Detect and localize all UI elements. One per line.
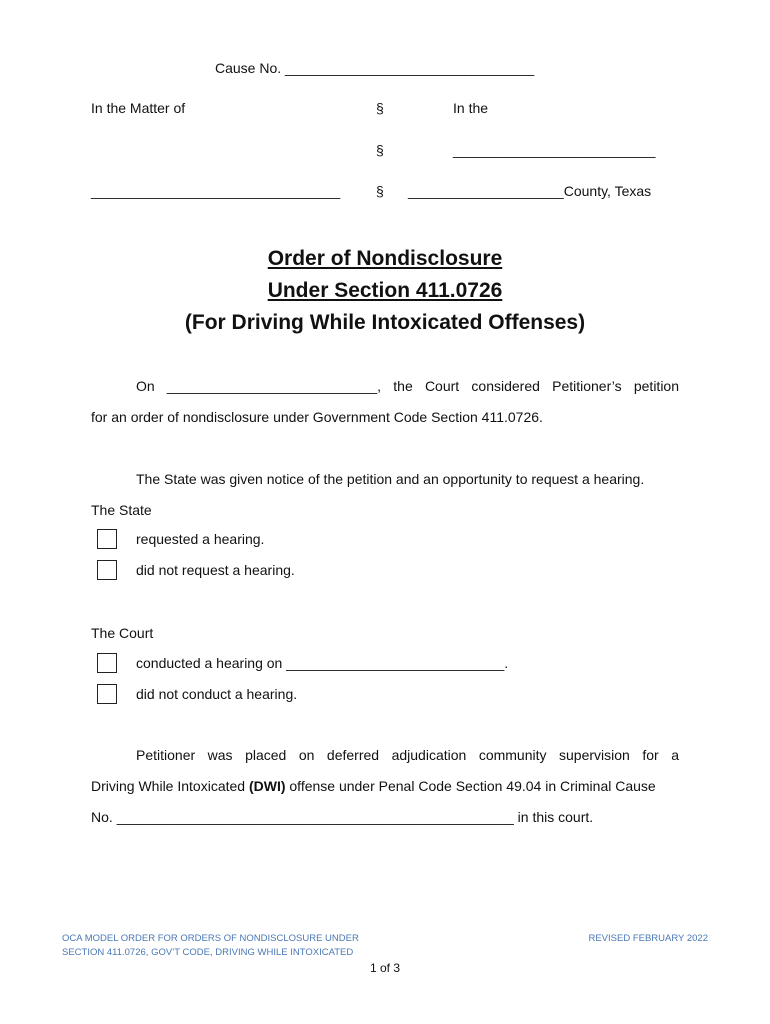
title-line-3: (For Driving While Intoxicated Offenses) [184,311,586,334]
paragraph-2-line-2: The State [91,502,152,518]
footer-left [62,932,359,960]
page-number: 1 of 3 [369,961,401,975]
p3-line1: Petitioner was placed on deferred adjudication community supervision for a [136,747,679,763]
date-blank: ___________________________ [166,378,378,394]
section-symbol-2: § [376,142,384,158]
court-not-conducted-label: did not conduct a hearing. [136,686,298,702]
petitioner-name-blank: ________________________________ [91,183,341,199]
court-conducted-checkbox[interactable] [97,653,117,673]
state-not-requested-checkbox[interactable] [97,560,117,580]
paragraph-3-line-3 [91,802,679,833]
p1-rest: , the Court considered Petitioner’s petition [377,378,679,394]
county-line [408,182,651,200]
p3-line3-post: in this court. [513,809,594,825]
footer-left-line-2: SECTION 411.0726, GOV’T CODE, DRIVING WHILE INTOXICATED [62,947,354,958]
court-option-not-conducted [97,682,297,706]
section-symbol-3: § [376,183,384,199]
footer-right: REVISED FEBRUARY 2022 [588,933,708,944]
title-line-1: Order of Nondisclosure [267,247,503,270]
in-the-label: In the [453,100,489,116]
footer-left-line-1: OCA MODEL ORDER FOR ORDERS OF NONDISCLOSURE UNDER [62,933,359,944]
cause-blank: ___________________________________________________ [116,809,514,825]
p3-line2-post: offense under Penal Code Section 49.04 in Criminal Cause [285,778,656,794]
state-requested-label: requested a hearing. [136,531,265,547]
court-not-conducted-checkbox[interactable] [97,684,117,704]
court-label: The Court [91,625,154,641]
dwi-bold: (DWI) [248,778,286,794]
section-symbol-1: § [376,100,384,116]
paragraph-2-line-1 [91,464,679,495]
document-title [0,243,770,339]
state-option-not-requested [97,558,295,582]
on-label: On [136,378,155,394]
p3-line3-pre: No. [91,809,117,825]
paragraph-3-line-2 [91,771,679,802]
state-requested-checkbox[interactable] [97,529,117,549]
court-blank: __________________________ [453,142,656,158]
county-texas: County, Texas [563,183,652,199]
court-option-conducted [97,651,508,675]
paragraph-1-line-2: for an order of nondisclosure under Government Code Section 411.0726. [91,409,543,425]
cause-number: Cause No. ________________________________ [215,60,535,76]
p3-line2-pre: Driving While Intoxicated [91,778,249,794]
matter-label: In the Matter of [91,100,186,116]
p2-text: The State was given notice of the petition and an opportunity to request a hearing. [136,471,645,487]
county-blank: ____________________ [408,183,564,199]
court-conducted-label: conducted a hearing on ____________________________. [136,655,509,671]
paragraph-3-line-1 [91,740,679,771]
state-not-requested-label: did not request a hearing. [136,562,295,578]
state-option-requested [97,527,264,551]
paragraph-1-line-1 [91,371,679,402]
title-line-2: Under Section 411.0726 [267,279,503,302]
